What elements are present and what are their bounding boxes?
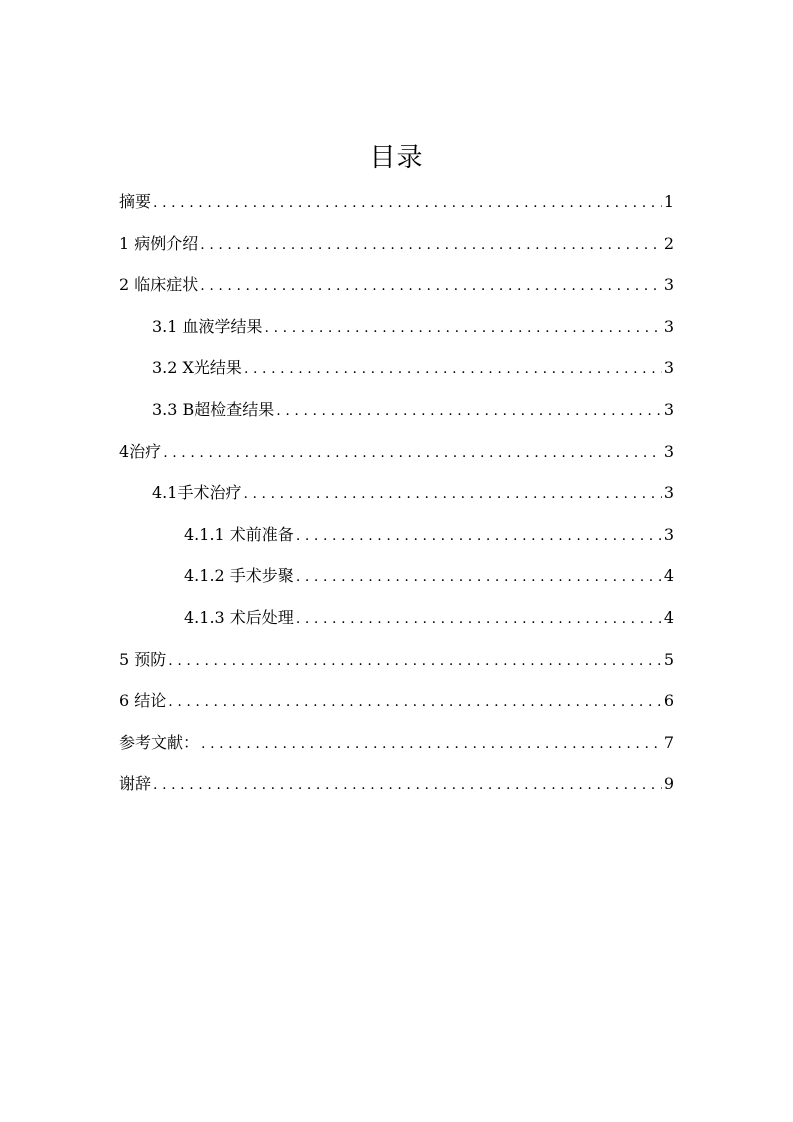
toc-page-number: 4 [663, 566, 674, 586]
toc-entry-label: 2 临床症状 [119, 275, 199, 295]
toc-entry[interactable] [119, 722, 674, 764]
toc-dot-leader [168, 641, 662, 683]
toc-entry-label: 4.1.1 术前准备 [184, 524, 294, 544]
toc-page-number: 9 [663, 774, 674, 794]
toc-dot-leader [153, 183, 662, 225]
toc-entry[interactable] [119, 347, 674, 389]
toc-dot-leader [163, 433, 662, 475]
toc-dot-leader [201, 724, 662, 766]
toc-entry[interactable] [119, 763, 674, 805]
toc-entry[interactable] [119, 472, 674, 514]
toc-entry-label: 谢辞 [119, 774, 152, 794]
toc-page-number: 3 [663, 483, 674, 503]
toc-page-number: 3 [663, 275, 674, 295]
toc-entry-label: 4.1手术治疗 [152, 483, 242, 503]
toc-entry-label: 1 病例介绍 [119, 233, 199, 253]
toc-entry[interactable] [119, 264, 674, 306]
toc-page-number: 5 [663, 649, 674, 669]
toc-entry-label: 摘要 [119, 192, 152, 211]
toc-entry[interactable] [119, 306, 674, 348]
toc-entry[interactable] [119, 514, 674, 556]
toc-entry[interactable] [119, 680, 674, 722]
toc-page-number: 4 [663, 607, 674, 627]
toc-dot-leader [296, 599, 662, 641]
toc-page-number: 3 [663, 441, 674, 461]
toc-dot-leader [200, 266, 662, 308]
toc-entry[interactable] [119, 389, 674, 431]
toc-entry-label: 3.2 X光结果 [152, 358, 242, 378]
toc-entry[interactable] [119, 181, 674, 223]
toc-entry[interactable] [119, 431, 674, 473]
toc-entry[interactable] [119, 555, 674, 597]
toc-dot-leader [153, 765, 662, 807]
table-of-contents [119, 181, 674, 805]
toc-page-number: 3 [663, 524, 674, 544]
toc-dot-leader [296, 557, 662, 599]
toc-page-number: 6 [663, 691, 674, 711]
toc-page-number: 2 [663, 233, 674, 253]
toc-dot-leader [243, 474, 661, 516]
toc-entry[interactable] [119, 597, 674, 639]
toc-page-number: 3 [663, 358, 674, 378]
toc-page-number: 3 [663, 399, 674, 419]
toc-dot-leader [168, 682, 662, 724]
toc-dot-leader [296, 516, 662, 558]
toc-entry-label: 6 结论 [119, 691, 167, 711]
toc-page-number: 1 [663, 192, 674, 211]
toc-dot-leader [200, 225, 662, 267]
toc-page-number: 3 [663, 316, 674, 336]
toc-entry-label: 3.1 血液学结果 [152, 316, 263, 336]
toc-entry-label: 4.1.3 术后处理 [184, 607, 294, 627]
toc-entry-label: 4治疗 [119, 441, 162, 461]
toc-page-number: 7 [663, 732, 674, 752]
toc-entry[interactable] [119, 639, 674, 681]
toc-entry[interactable] [119, 223, 674, 265]
toc-dot-leader [265, 308, 662, 350]
toc-dot-leader [276, 391, 662, 433]
toc-entry-label: 4.1.2 手术步聚 [184, 566, 294, 586]
toc-dot-leader [244, 349, 662, 391]
toc-entry-label: 参考文献： [119, 732, 200, 752]
page-title: 目录 [369, 143, 424, 173]
toc-entry-label: 5 预防 [119, 649, 167, 669]
toc-entry-label: 3.3 B超检查结果 [152, 399, 275, 419]
